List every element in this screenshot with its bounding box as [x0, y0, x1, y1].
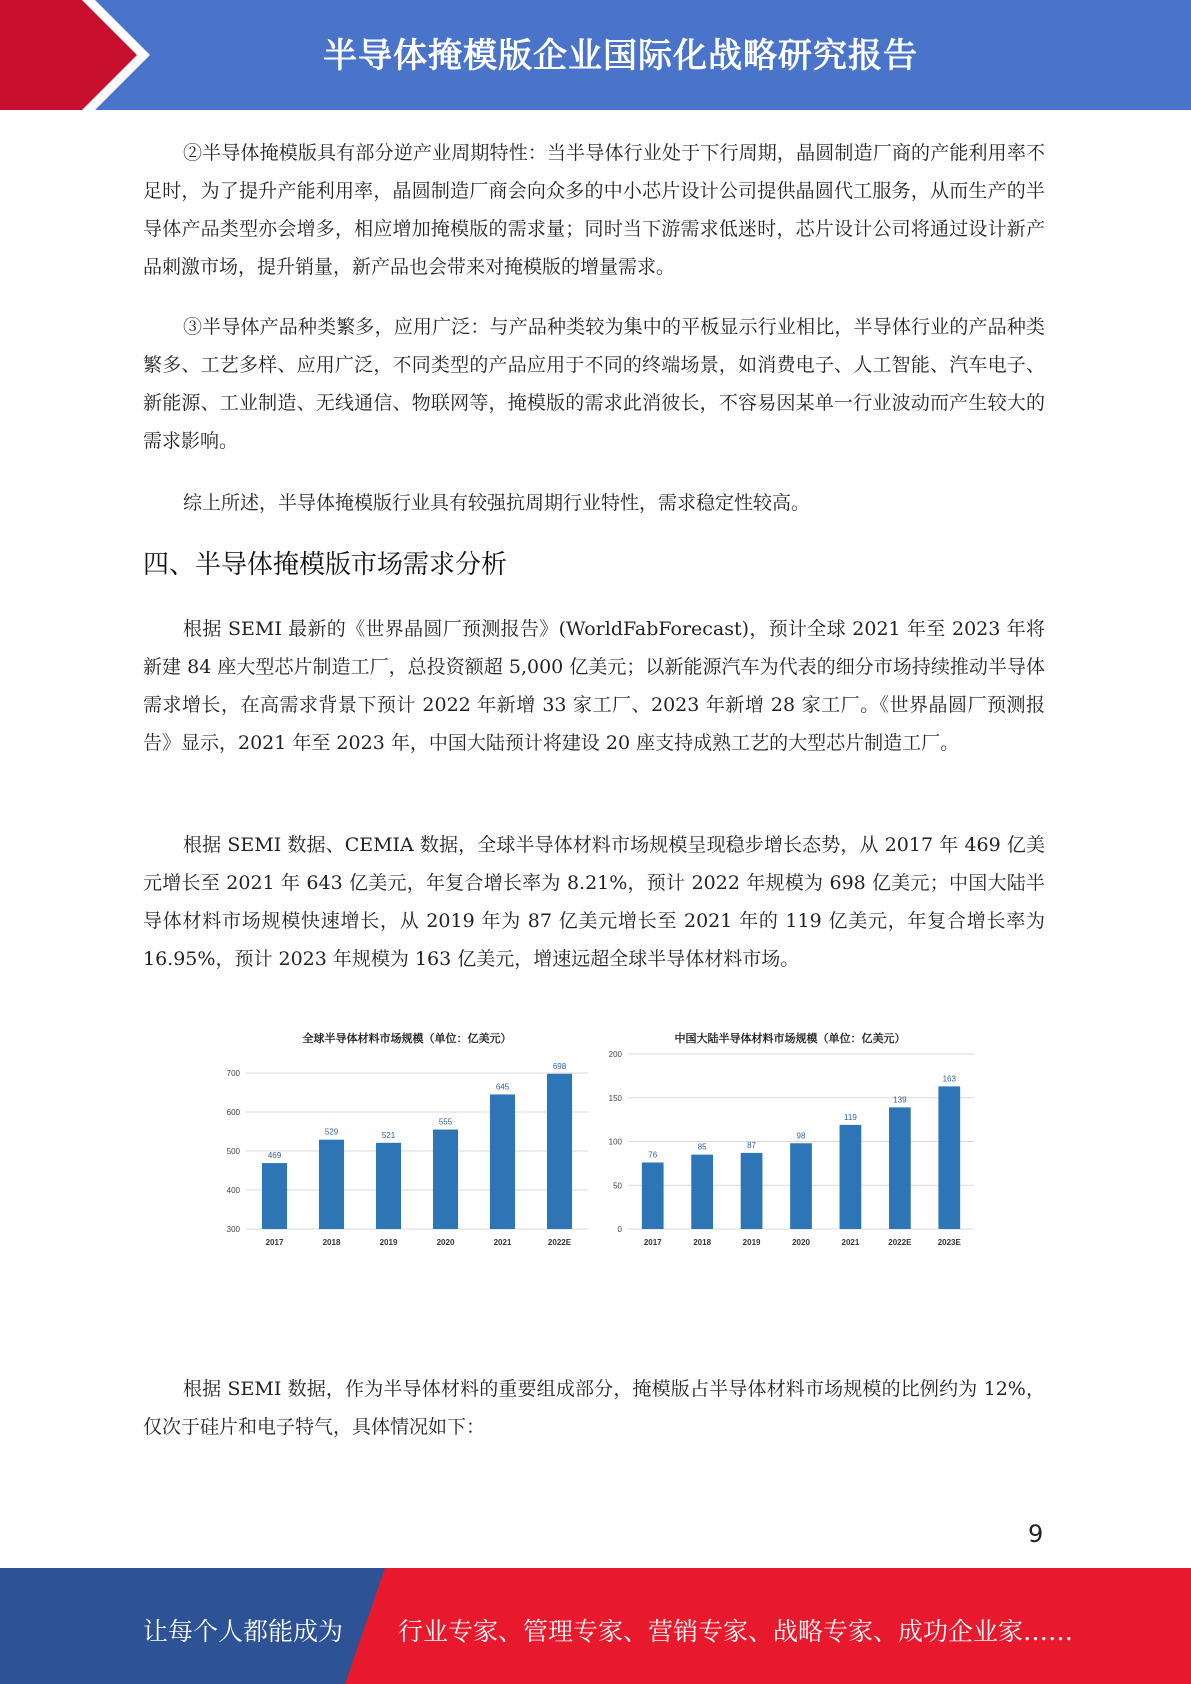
bar: [642, 1163, 664, 1230]
chart-title: 中国大陆半导体材料市场规模（单位：亿美元）: [674, 1032, 906, 1045]
x-tick-label: 2021: [493, 1238, 512, 1247]
x-tick-label: 2020: [792, 1238, 810, 1247]
y-tick-label: 300: [226, 1225, 240, 1234]
data-label: 98: [796, 1131, 806, 1141]
x-tick-label: 2018: [693, 1238, 712, 1247]
bar: [741, 1153, 763, 1229]
chart-global-materials: [218, 1020, 596, 1250]
bar: [840, 1125, 862, 1229]
x-tick-label: 2019: [379, 1238, 398, 1247]
data-label: 119: [844, 1112, 857, 1122]
data-label: 85: [697, 1142, 707, 1152]
x-tick-label: 2021: [841, 1238, 860, 1247]
y-tick-label: 600: [226, 1108, 240, 1117]
paragraph-fab-forecast: 根据 SEMI 最新的《世界晶圆厂预测报告》(WorldFabForecast)，预计全球 2021 年至 2023 年将新建 84 座大型芯片制造工厂，总投资额超 5,000 亿美元；以新能源汽车为代表的细分市场持续推动半导体需求增长，在高需求背景下预计 2022 年新增 33 家工厂、2023 年新增 28 家工厂。《世界晶圆厂预测报告》显示，2021 年至 2023 年，中国大陆预计将建设 20 座支持成熟工艺的大型芯片制造工厂。: [143, 618, 1045, 754]
data-label: 529: [324, 1127, 339, 1137]
bar: [490, 1094, 515, 1229]
header-arrow-decoration: [0, 0, 160, 110]
bar: [262, 1163, 287, 1229]
bar: [547, 1074, 572, 1229]
paragraph-anticyclical: ②半导体掩模版具有部分逆产业周期特性：当半导体行业处于下行周期，晶圆制造厂商的产能利用率不足时，为了提升产能利用率，晶圆制造厂商会向众多的中小芯片设计公司提供晶圆代工服务，从而生产的半导体产品类型亦会增多，相应增加掩模版的需求量；同时当下游需求低迷时，芯片设计公司将通过设计新产品刺激市场，提升销量，新产品也会带来对掩模版的增量需求。: [143, 142, 1045, 278]
x-tick-label: 2019: [742, 1238, 761, 1247]
data-label: 139: [893, 1095, 907, 1105]
paragraph-mask-share: 根据 SEMI 数据，作为半导体材料的重要组成部分，掩模版占半导体材料市场规模的比例约为 12%，仅次于硅片和电子特气，具体情况如下：: [143, 1378, 1045, 1438]
chart-title: 全球半导体材料市场规模（单位：亿美元）: [302, 1032, 512, 1045]
bar: [938, 1086, 960, 1229]
y-tick-label: 50: [613, 1181, 622, 1191]
footer-banner: [0, 1568, 1191, 1684]
x-tick-label: 2022E: [547, 1238, 572, 1247]
x-tick-label: 2018: [322, 1238, 341, 1247]
chart-global-plot: [218, 1020, 596, 1250]
y-tick-label: 500: [226, 1147, 240, 1156]
footer-slogan-right: 行业专家、管理专家、营销专家、战略专家、成功企业家……: [398, 1617, 1074, 1646]
footer-slogan-left: 让每个人都能成为: [143, 1617, 344, 1646]
chart-china-plot: [600, 1020, 980, 1250]
x-tick-label: 2023E: [937, 1238, 961, 1247]
report-title: 半导体掩模版企业国际化战略研究报告: [323, 36, 918, 76]
x-tick-label: 2017: [265, 1238, 284, 1247]
y-tick-label: 100: [608, 1137, 622, 1147]
x-tick-label: 2017: [643, 1238, 662, 1247]
data-label: 521: [381, 1130, 396, 1140]
x-tick-label: 2022E: [888, 1238, 912, 1247]
section-heading: 四、半导体掩模版市场需求分析: [143, 550, 508, 580]
bar: [433, 1130, 458, 1229]
data-label: 469: [267, 1151, 282, 1161]
y-tick-label: 700: [226, 1069, 240, 1078]
data-label: 87: [747, 1140, 757, 1150]
paragraph-material-market: 根据 SEMI 数据、CEMIA 数据，全球半导体材料市场规模呈现稳步增长态势，从 2017 年 469 亿美元增长至 2021 年 643 亿美元，年复合增长率为 8.21%，预计 2022 年规模为 698 亿美元；中国大陆半导体材料市场规模快速增长，从 2019 年为 87 亿美元增长至 2021 年的 119 亿美元，年复合增长率为 16.95%，预计 2023 年规模为 163 亿美元，增速远超全球半导体材料市场。: [143, 834, 1045, 970]
page-number: 9: [1028, 1520, 1044, 1548]
data-label: 163: [942, 1074, 956, 1084]
paragraph-summary: 综上所述，半导体掩模版行业具有较强抗周期行业特性，需求稳定性较高。: [183, 492, 811, 514]
data-label: 645: [495, 1082, 510, 1092]
y-tick-label: 0: [617, 1225, 622, 1234]
bar: [691, 1155, 713, 1229]
paragraph-product-variety: ③半导体产品种类繁多，应用广泛：与产品种类较为集中的平板显示行业相比，半导体行业的产品种类繁多、工艺多样、应用广泛，不同类型的产品应用于不同的终端场景，如消费电子、人工智能、汽车电子、新能源、工业制造、无线通信、物联网等，掩模版的需求此消彼长，不容易因某单一行业波动而产生较大的需求影响。: [143, 316, 1045, 452]
bar: [889, 1107, 911, 1229]
y-tick-label: 400: [226, 1186, 240, 1195]
data-label: 76: [648, 1150, 658, 1160]
y-tick-label: 200: [608, 1050, 622, 1059]
chart-china-materials: [600, 1020, 980, 1250]
bar: [790, 1143, 812, 1229]
data-label: 698: [552, 1061, 567, 1071]
header-banner: [0, 0, 1191, 110]
bar: [376, 1143, 401, 1229]
x-tick-label: 2020: [436, 1238, 455, 1247]
data-label: 555: [438, 1117, 453, 1127]
bar: [319, 1140, 344, 1229]
y-tick-label: 150: [608, 1093, 622, 1103]
